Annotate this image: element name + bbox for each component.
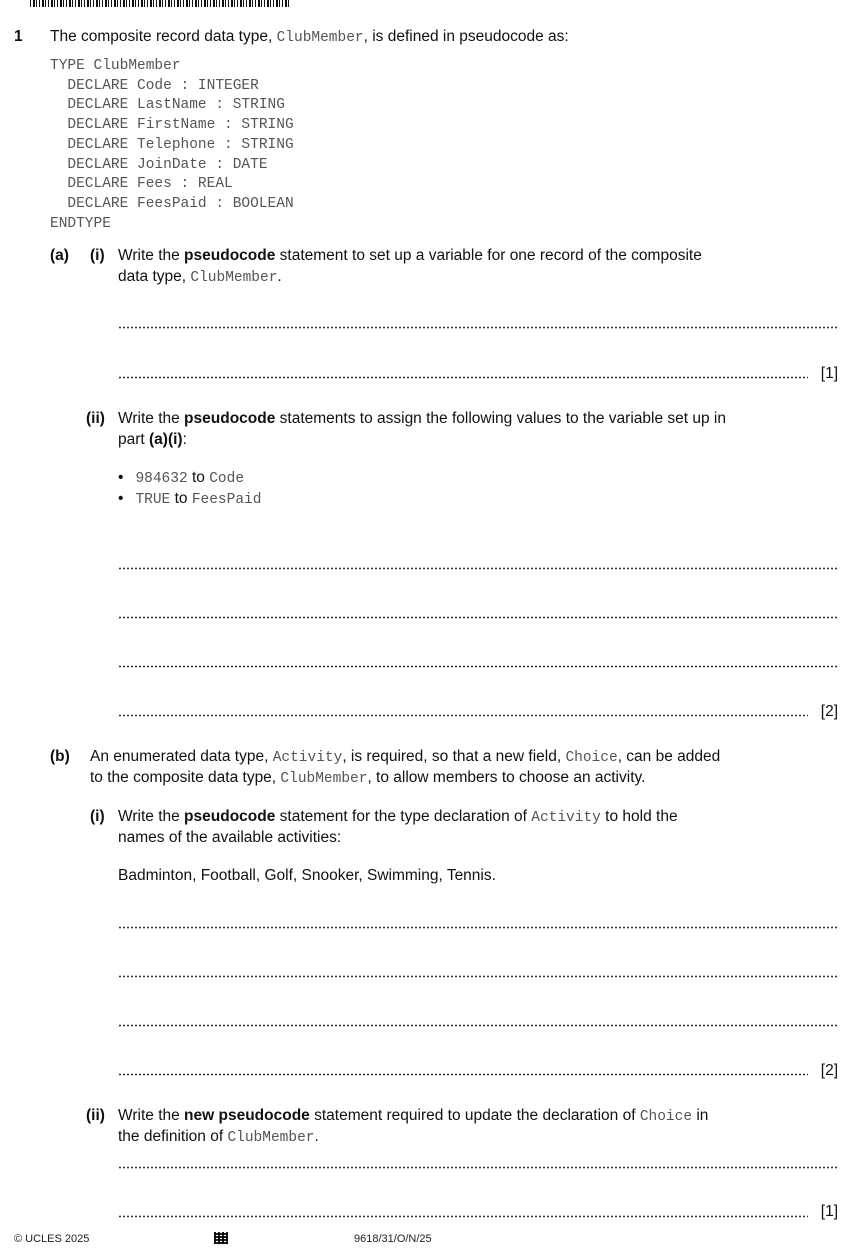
code-line: DECLARE LastName : STRING — [50, 97, 285, 114]
part-b-i-text: Write the pseudocode statement for the type declaration of Activity to hold the — [118, 808, 678, 826]
answer-line[interactable] — [118, 1024, 838, 1027]
answer-line[interactable] — [118, 1073, 808, 1076]
paper-code: 9618/31/O/N/25 — [354, 1233, 432, 1245]
code-line: DECLARE FeesPaid : BOOLEAN — [50, 195, 294, 212]
part-b-intro-2: to the composite data type, ClubMember, to allow members to choose an activity. — [90, 769, 646, 787]
answer-line[interactable] — [118, 616, 838, 619]
answer-line[interactable] — [118, 665, 838, 668]
part-a-ii-label: (ii) — [86, 410, 105, 427]
part-a-ii-text: Write the pseudocode statements to assign the following values to the variable set up in — [118, 410, 726, 427]
part-a-i-text-2: data type, ClubMember. — [118, 268, 282, 286]
code-line: DECLARE JoinDate : DATE — [50, 156, 268, 173]
part-b-i-text-2: names of the available activities: — [118, 829, 342, 846]
part-a-i-label: (i) — [90, 247, 105, 264]
part-a-i-text: Write the pseudocode statement to set up a variable for one record of the composite — [118, 247, 702, 264]
answer-line[interactable] — [118, 714, 808, 717]
part-b-i-label: (i) — [90, 808, 105, 825]
code-block — [50, 57, 294, 234]
answer-line[interactable] — [118, 567, 838, 570]
part-b-intro: An enumerated data type, Activity, is required, so that a new field, Choice, can be added — [90, 748, 721, 766]
bullet-item: • 984632 to Code — [118, 469, 245, 487]
code-line: TYPE ClubMember — [50, 58, 181, 74]
answer-line[interactable] — [118, 326, 838, 329]
marks-a-ii: [2] — [820, 703, 838, 720]
bullet-item: • TRUE to FeesPaid — [118, 490, 262, 508]
marks-b-ii: [1] — [820, 1203, 838, 1220]
activities-list: Badminton, Football, Golf, Snooker, Swimming, Tennis. — [118, 867, 496, 884]
answer-line[interactable] — [118, 376, 808, 379]
part-b-ii-text: Write the new pseudocode statement required to update the declaration of Choice in — [118, 1107, 709, 1125]
code-line: DECLARE Fees : REAL — [50, 176, 233, 193]
answer-line[interactable] — [118, 1215, 808, 1218]
answer-line[interactable] — [118, 926, 838, 929]
copyright: © UCLES 2025 — [14, 1233, 90, 1245]
marks-a-i: [1] — [820, 365, 838, 382]
code-line: DECLARE Telephone : STRING — [50, 136, 294, 153]
question-number: 1 — [14, 28, 23, 45]
part-a-label: (a) — [50, 247, 69, 264]
code-line: DECLARE Code : INTEGER — [50, 77, 259, 94]
part-b-ii-label: (ii) — [86, 1107, 105, 1124]
part-b-ii-text-2: the definition of ClubMember. — [118, 1128, 319, 1146]
question-intro: The composite record data type, ClubMember, is defined in pseudocode as: — [50, 28, 569, 46]
marks-b-i: [2] — [820, 1062, 838, 1079]
qr-code-icon — [214, 1232, 228, 1244]
code-line: DECLARE FirstName : STRING — [50, 117, 294, 134]
answer-line[interactable] — [118, 975, 838, 978]
part-a-ii-text-2: part (a)(i): — [118, 431, 187, 448]
answer-line[interactable] — [118, 1166, 838, 1169]
part-b-label: (b) — [50, 748, 70, 765]
code-line: ENDTYPE — [50, 215, 111, 232]
bullet-icon: • — [118, 490, 124, 507]
bullet-icon: • — [118, 469, 124, 486]
barcode — [30, 0, 290, 7]
